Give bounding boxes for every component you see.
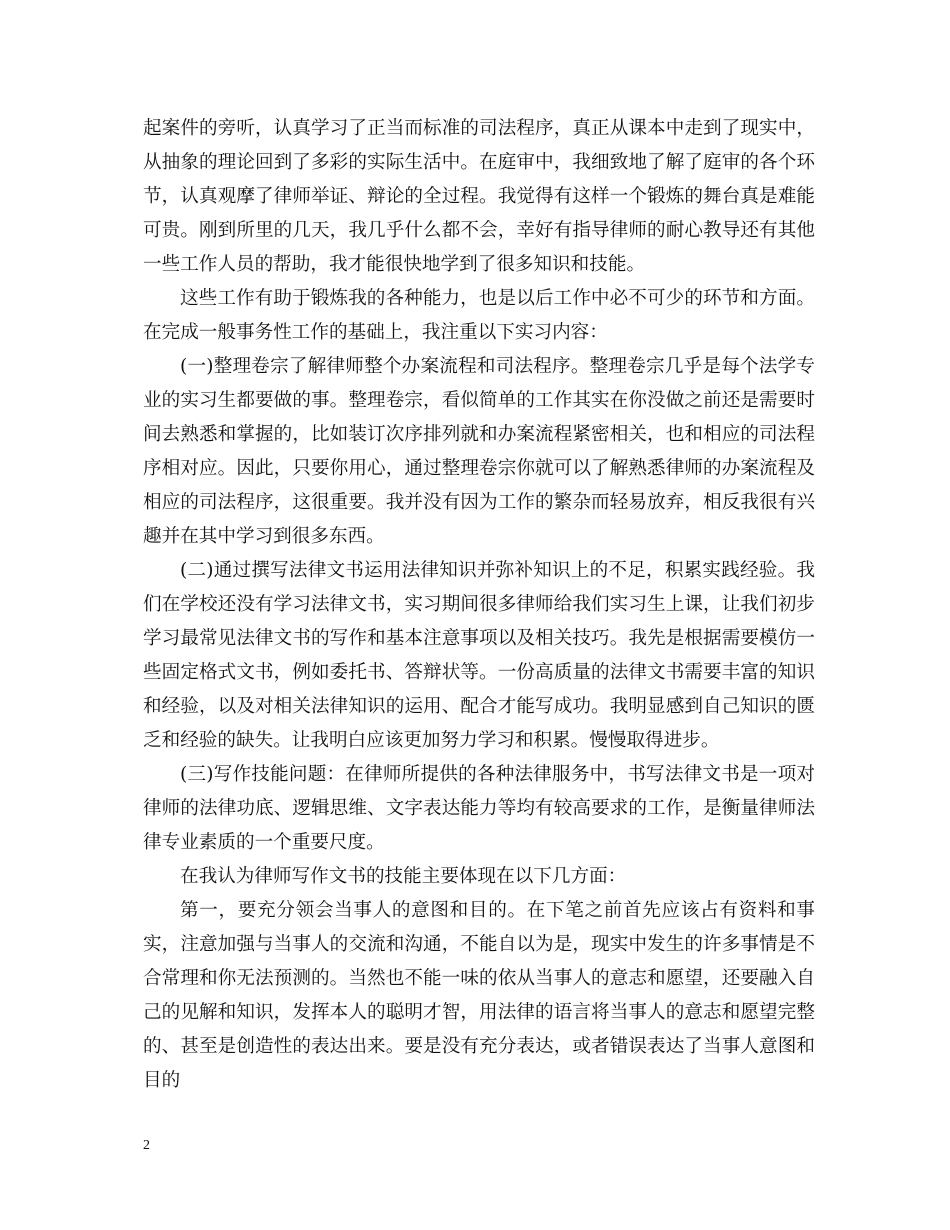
paragraph-3: (一)整理卷宗了解律师整个办案流程和司法程序。整理卷宗几乎是每个法学专业的实习生都要做的事。整理卷宗，看似简单的工作其实在你没做之前还是需要时间去熟悉和掌握的，比如装订次序排列就和办案流程紧密相关，也和相应的司法程序相对应。因此，只要你用心，通过整理卷宗你就可以了解熟悉律师的办案流程及相应的司法程序，这很重要。我并没有因为工作的繁杂而轻易放弃，相反我很有兴趣并在其中学习到很多东西。 [143, 356, 815, 547]
paragraph-4: (二)通过撰写法律文书运用法律知识并弥补知识上的不足，积累实践经验。我们在学校还没有学习法律文书，实习期间很多律师给我们实习生上课，让我们初步学习最常见法律文书的写作和基本注意事项以及相关技巧。我先是根据需要模仿一些固定格式文书，例如委托书、答辩状等。一份高质量的法律文书需要丰富的知识和经验，以及对相关法律知识的运用、配合才能写成功。我明显感到自己知识的匮乏和经验的缺失。让我明白应该更加努力学习和积累。慢慢取得进步。 [143, 560, 815, 751]
paragraph-6: 在我认为律师写作文书的技能主要体现在以下几方面： [180, 866, 627, 887]
paragraph-2: 这些工作有助于锻炼我的各种能力，也是以后工作中必不可少的环节和方面。在完成一般事务性工作的基础上，我注重以下实习内容： [143, 288, 815, 343]
body-text [143, 112, 815, 1098]
paragraph-5: (三)写作技能问题：在律师所提供的各种法律服务中，书写法律文书是一项对律师的法律功底、逻辑思维、文字表达能力等均有较高要求的工作，是衡量律师法律专业素质的一个重要尺度。 [143, 764, 815, 853]
paragraph-1: 起案件的旁听，认真学习了正当而标准的司法程序，真正从课本中走到了现实中，从抽象的理论回到了多彩的实际生活中。在庭审中，我细致地了解了庭审的各个环节，认真观摩了律师举证、辩论的全过程。我觉得有这样一个锻炼的舞台真是难能可贵。刚到所里的几天，我几乎什么都不会，幸好有指导律师的耐心教导还有其他一些工作人员的帮助，我才能很快地学到了很多知识和技能。 [143, 118, 815, 275]
page-number: 2 [143, 1138, 150, 1153]
paragraph-7: 第一，要充分领会当事人的意图和目的。在下笔之前首先应该占有资料和事实，注意加强与当事人的交流和沟通，不能自以为是，现实中发生的许多事情是不合常理和你无法预测的。当然也不能一味的依从当事人的意志和愿望，还要融入自己的见解和知识，发挥本人的聪明才智，用法律的语言将当事人的意志和愿望完整的、甚至是创造性的表达出来。要是没有充分表达，或者错误表达了当事人意图和目的 [143, 900, 815, 1091]
